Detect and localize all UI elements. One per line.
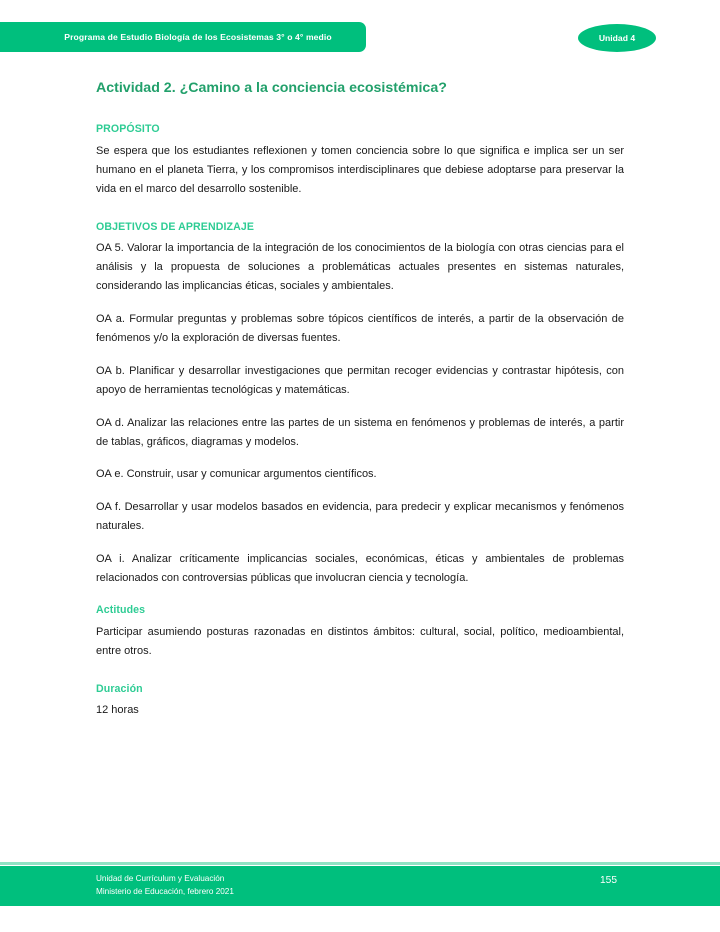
objetivo-item: OA 5. Valorar la importancia de la integración de los conocimientos de la biología con otras ciencias para el análisis y la propuesta de soluciones a problemáticas actuales presentes en sistemas naturales, considerando las implicancias éticas, sociales y ambientales. xyxy=(96,242,624,293)
objetivo-item: OA a. Formular preguntas y problemas sobre tópicos científicos de interés, a partir de la observación de fenómenos y/o la exploración de diversas fuentes. xyxy=(96,313,624,344)
footer-divider xyxy=(0,862,720,865)
unit-badge xyxy=(578,24,656,52)
actitudes-text: Participar asumiendo posturas razonadas en distintos ámbitos: cultural, social, político, medioambiental, entre otros. xyxy=(96,625,624,657)
objetivo-item: OA b. Planificar y desarrollar investigaciones que permitan recoger evidencias y contrastar hipótesis, con apoyo de herramientas tecnológicas y matemáticas. xyxy=(96,364,624,396)
objetivo-item: OA i. Analizar críticamente implicancias sociales, económicas, éticas y ambientales de problemas relacionados con controversias públicas que involucran ciencia y tecnología. xyxy=(96,553,624,585)
objetivo-item: OA d. Analizar las relaciones entre las partes de un sistema en fenómenos y problemas de interés, a partir de tablas, gráficos, diagramas y modelos. xyxy=(96,416,624,448)
objetivo-item: OA f. Desarrollar y usar modelos basados en evidencia, para predecir y explicar mecanismos y fenómenos naturales. xyxy=(96,501,624,533)
section-proposito xyxy=(96,123,624,198)
section-objetivos xyxy=(96,221,624,588)
spacer xyxy=(96,588,624,604)
section-heading-actitudes: Actitudes xyxy=(96,603,146,616)
spacer xyxy=(96,675,624,683)
proposito-text: Se espera que los estudiantes reflexionen y tomen conciencia sobre lo que significa e implica ser un ser humano en el planeta Tierra, y los compromisos interdisciplinares que debiese adoptarse para preservar la vida en el marco del desarrollo sostenible. xyxy=(96,144,624,195)
page-title: Actividad 2. ¿Camino a la conciencia ecosistémica? xyxy=(96,80,447,96)
page-footer-bar xyxy=(0,866,720,906)
objetivo-item: OA e. Construir, usar y comunicar argumentos científicos. xyxy=(96,468,377,481)
section-heading-proposito: PROPÓSITO xyxy=(96,123,160,136)
footer-line-1: Unidad de Currículum y Evaluación xyxy=(96,874,225,883)
program-title: Programa de Estudio Biología de los Ecosistemas 3° o 4° medio xyxy=(64,32,332,42)
section-heading-duracion: Duración xyxy=(96,682,143,695)
program-header-bar xyxy=(0,22,366,52)
unit-badge-label: Unidad 4 xyxy=(598,33,636,43)
footer-credits xyxy=(96,873,234,898)
spacer xyxy=(96,213,624,221)
duracion-text: 12 horas xyxy=(96,704,139,717)
footer-line-2: Ministerio de Educación, febrero 2021 xyxy=(96,886,234,896)
section-heading-objetivos: OBJETIVOS DE APRENDIZAJE xyxy=(96,220,255,233)
section-actitudes xyxy=(96,604,624,661)
page-number: 155 xyxy=(600,875,617,886)
page-content xyxy=(96,80,624,720)
section-duracion xyxy=(96,683,624,721)
